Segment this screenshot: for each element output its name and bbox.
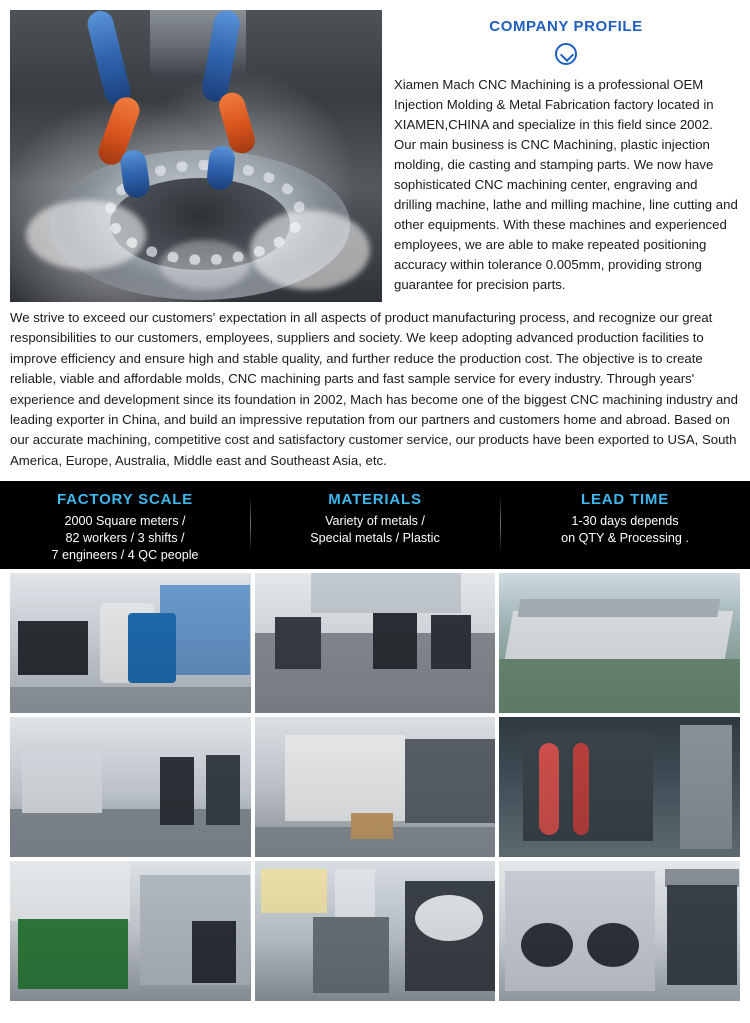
coolant-splash xyxy=(250,210,370,290)
chevron-down-icon xyxy=(555,43,577,65)
company-description-paragraph: We strive to exceed our customers' expectation in all aspects of product manufacturing process, and recognize our great responsibilities to our customers, employees, suppliers and society. We keep adopting advanced production facilities to improve efficiency and ensure high and stable quality, and further reduce the production cost. The objective is to create reliable, viable and affordable molds, CNC machining parts and fast sample service for every industry. Through years' experience and development since its foundation in 2002, Mach has become one of the biggest CNC machining industry and leading exporter in China, and build an impressive reputation from our partners and customers home and abroad. Based on our accurate machining, competitive cost and satisfactory customer service, our products have been exported to USA, South America, Europe, Australia, Middle east and Southeast Asia, etc. xyxy=(10,310,738,468)
fact-body xyxy=(508,513,742,547)
company-profile-text: Xiamen Mach CNC Machining is a professional OEM Injection Molding & Metal Fabrication factory located in XIAMEN,CHINA and specialize in this field since 2002. Our main business is CNC Machining, plastic injection molding, die casting and stamping parts. We now have sophisticated CNC machining center, engraving and drilling machine, lathe and milling machine, line cutting and other equipments. With these machines and experienced employees, we are able to make repeated positioning accuracy within tolerance 0.005mm, providing strong guarantee for precision parts. xyxy=(394,77,738,292)
gallery-item-measuring-inspection-operator xyxy=(255,861,496,1001)
cnc-machining-photo xyxy=(10,10,382,302)
gallery-item-sandblasting-cabinet-workshop xyxy=(499,861,740,1001)
fact-line: on QTY & Processing . xyxy=(561,531,689,546)
facts-strip xyxy=(0,481,750,569)
gallery-item-large-injection-molding-machine xyxy=(255,717,496,857)
fact-heading: MATERIALS xyxy=(328,491,422,509)
fact-body xyxy=(8,513,242,564)
gallery-item-assembly-line-workers xyxy=(10,717,251,857)
company-profile-block xyxy=(382,10,740,302)
coolant-splash xyxy=(160,240,250,290)
fact-heading: FACTORY SCALE xyxy=(57,491,193,509)
coolant-splash xyxy=(26,200,146,270)
chevron-wrapper xyxy=(394,43,738,65)
top-section xyxy=(0,0,750,302)
fact-line: Special metals / Plastic xyxy=(310,531,440,546)
fact-heading: LEAD TIME xyxy=(580,491,670,509)
fact-column-materials xyxy=(250,487,500,561)
gallery-item-haitian-plastics-machinery xyxy=(10,861,251,1001)
fact-line: Variety of metals / xyxy=(325,514,425,529)
fact-column-lead-time xyxy=(500,487,750,561)
fact-column-factory-scale xyxy=(0,487,250,561)
fact-line: 2000 Square meters / xyxy=(64,514,186,529)
gallery-item-machine-interior-red-hoses xyxy=(499,717,740,857)
factory-gallery xyxy=(0,569,750,1011)
fact-line: 1-30 days depends xyxy=(571,514,679,529)
fact-line: 82 workers / 3 shifts / xyxy=(65,531,185,546)
fact-body xyxy=(258,513,492,547)
fact-line: 7 engineers / 4 QC people xyxy=(51,548,199,563)
page-title: COMPANY PROFILE xyxy=(489,18,643,35)
gallery-item-office-worker-at-computer xyxy=(10,573,251,713)
gallery-item-injection-molding-machine-row xyxy=(499,573,740,713)
gallery-item-quality-inspection-workstations xyxy=(255,573,496,713)
